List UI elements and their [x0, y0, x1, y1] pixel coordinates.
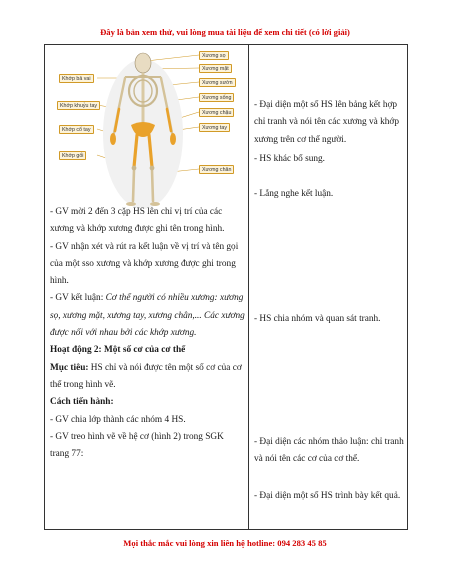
- student-response-3: - Lắng nghe kết luận.: [254, 189, 334, 199]
- label-khop-khuyu-tay: Khớp khuỷu tay: [57, 101, 100, 110]
- student-response-1: - Đại diện một số HS lên bảng kết hợp chỉ tranh và nói tên các xương và khớp xương trên cơ thể người.: [254, 100, 399, 145]
- activity-2-title: Hoạt động 2: Một số cơ của cơ thể: [50, 345, 186, 356]
- label-xuong-tay: Xương tay: [199, 123, 230, 132]
- goal-label: Mục tiêu:: [50, 362, 89, 373]
- teacher-conclusion: [50, 290, 245, 342]
- label-xuong-chan: Xương chân: [199, 165, 234, 174]
- lesson-table: [44, 44, 408, 530]
- teacher-step-1: - GV mời 2 đến 3 cặp HS lên chỉ vị trí của các xương và khớp xương được ghi tên trong hình.: [50, 207, 225, 235]
- label-xuong-mat: Xương mặt: [199, 64, 232, 73]
- student-response-6: - Đại diện một số HS trình bày kết quả.: [254, 491, 401, 501]
- teacher-activities: [50, 204, 245, 463]
- method-label: Cách tiến hành:: [50, 397, 114, 408]
- column-divider: [248, 45, 249, 529]
- teacher-step-2: - GV nhận xét và rút ra kết luận về vị trí và tên gọi của một sso xương và khớp xương được ghi trong hình.: [50, 241, 239, 287]
- skeleton-figure: [51, 49, 241, 209]
- teacher-step-3: - GV chia lớp thành các nhóm 4 HS.: [50, 414, 186, 425]
- goal-text: HS chỉ và nói được tên một số cơ của cơ thể trong hình vẽ.: [50, 362, 242, 390]
- teacher-step-4: - GV treo hình vẽ về hệ cơ (hình 2) trong SGK trang 77:: [50, 431, 224, 460]
- hotline-banner: Mọi thắc mắc vui lòng xin liên hệ hotline: 094 283 45 85: [123, 538, 327, 548]
- label-xuong-suon: Xương sườn: [199, 78, 236, 87]
- preview-banner: Đây là bản xem thử, vui lòng mua tài liệu để xem chi tiết (có lời giải): [100, 27, 350, 37]
- conclusion-text: Cơ thể người có nhiều xương: xương sọ, xương mặt, xương tay, xương chân,... Các xương được nối với nhau bởi các khớp xương.: [50, 293, 245, 339]
- activity-goal: [50, 360, 245, 395]
- label-khop-ba-vai: Khớp bả vai: [59, 74, 94, 83]
- student-response-2: - HS khác bổ sung.: [254, 154, 326, 164]
- student-response-5: - Đại diện các nhóm thảo luận: chỉ tranh và nói tên các cơ của cơ thể.: [254, 437, 404, 465]
- conclusion-prefix: - GV kết luận:: [50, 293, 106, 304]
- label-xuong-so: Xương sọ: [199, 51, 229, 60]
- label-khop-goi: Khớp gối: [59, 151, 86, 160]
- student-response-4: - HS chia nhóm và quan sát tranh.: [254, 314, 381, 324]
- label-xuong-chau: Xương chậu: [199, 108, 234, 117]
- label-xuong-song: Xương sống: [199, 93, 234, 102]
- label-khop-co-tay: Khớp cổ tay: [59, 125, 94, 134]
